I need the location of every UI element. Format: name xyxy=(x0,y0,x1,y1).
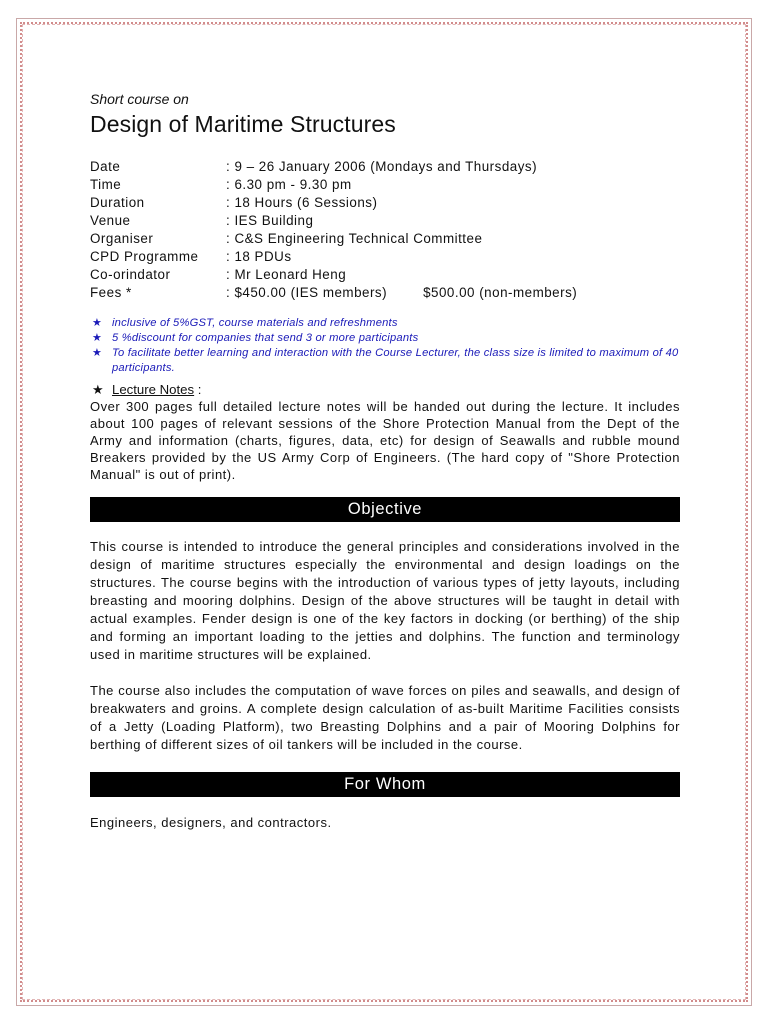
info-label-organiser: Organiser xyxy=(90,231,154,246)
star-icon: ★ xyxy=(92,332,103,344)
document-body xyxy=(90,90,680,843)
lecture-notes-title: Lecture Notes xyxy=(112,382,195,397)
info-value-fees xyxy=(226,284,680,302)
info-value-cpd: : 18 PDUs xyxy=(226,249,292,264)
list-item xyxy=(90,346,680,376)
info-label-duration: Duration xyxy=(90,195,145,210)
star-icon: ★ xyxy=(92,382,104,397)
info-value-venue: : IES Building xyxy=(226,213,314,228)
lecture-notes-heading xyxy=(90,382,680,398)
course-kicker: Short course on xyxy=(90,91,189,107)
list-item xyxy=(90,316,680,331)
info-label-venue: Venue xyxy=(90,213,131,228)
note-text: 5 %discount for companies that send 3 or more participants xyxy=(112,332,419,344)
fees-member: : $450.00 (IES members) xyxy=(226,285,388,300)
fees-non-member: $500.00 (non-members) xyxy=(423,285,578,300)
lecture-notes-text: Over 300 pages full detailed lecture notes will be handed out during the lecture. It includes about 100 pages of relevant sessions of the Shore Protection Manual from the Dept of the Army and information (charts, figures, data, etc) for design of Seawalls and rubble mound Breakers provided by the US Army Corp of Engineers. (The hard copy of "Shore Protection Manual" is out of print). xyxy=(90,399,680,482)
info-label-cpd: CPD Programme xyxy=(90,249,199,264)
star-icon: ★ xyxy=(92,347,103,359)
note-text: inclusive of 5%GST, course materials and refreshments xyxy=(112,317,398,329)
course-info-table xyxy=(90,158,680,302)
objective-heading: Objective xyxy=(90,497,680,522)
for-whom-text: Engineers, designers, and contractors. xyxy=(90,815,332,830)
info-value-coordinator: : Mr Leonard Heng xyxy=(226,267,347,282)
note-text: To facilitate better learning and interaction with the Course Lecturer, the class size is limited to maximum of 40 participants. xyxy=(112,347,679,374)
info-value-date: : 9 – 26 January 2006 (Mondays and Thursdays) xyxy=(226,159,538,174)
info-value-organiser: : C&S Engineering Technical Committee xyxy=(226,231,483,246)
info-label-coordinator: Co-orindator xyxy=(90,267,171,282)
info-value-duration: : 18 Hours (6 Sessions) xyxy=(226,195,378,210)
fee-notes-list xyxy=(90,316,680,376)
objective-paragraph-1: This course is intended to introduce the general principles and considerations involved in the design of maritime structures especially the environmental and design loadings on the structures. The course begins with the introduction of various types of jetty layouts, including breasting and mooring dolphins. Design of the above structures will be taught in detail with actual examples. Fender design is one of the key factors in docking (or berthing) of the ship and forming an important loading to the jetties and dolphins. The function and terminology used in maritime structures will be explained. xyxy=(90,539,680,662)
list-item xyxy=(90,331,680,346)
for-whom-heading: For Whom xyxy=(90,772,680,797)
star-icon: ★ xyxy=(92,317,103,329)
info-label-fees: Fees * xyxy=(90,285,132,300)
info-label-date: Date xyxy=(90,159,121,174)
info-label-time: Time xyxy=(90,177,122,192)
lecture-notes-colon: : xyxy=(194,382,202,397)
course-title: Design of Maritime Structures xyxy=(90,111,396,137)
info-value-time: : 6.30 pm - 9.30 pm xyxy=(226,177,352,192)
objective-paragraph-2: The course also includes the computation of wave forces on piles and seawalls, and design of breakwaters and groins. A complete design calculation of as-built Maritime Facilities consists of a Jetty (Loading Platform), two Breasting Dolphins and a pair of Mooring Dolphins for berthing of different sizes of oil tankers will be included in the course. xyxy=(90,683,680,752)
